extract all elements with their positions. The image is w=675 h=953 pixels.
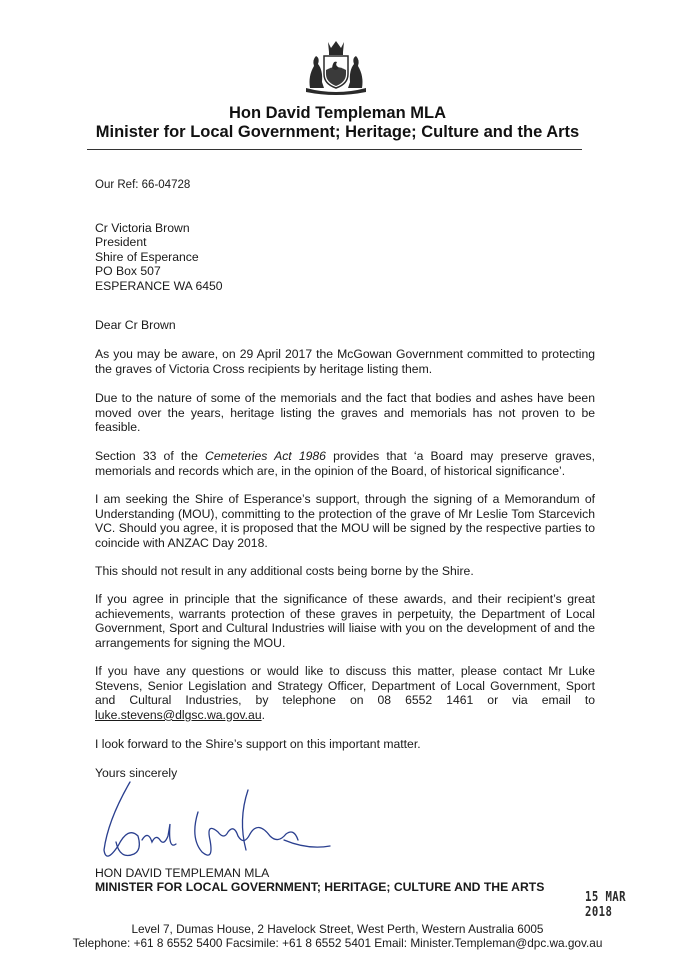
date-stamp: 15 MAR 2018 (585, 890, 626, 920)
header-divider (87, 149, 582, 150)
signatory-name: HON DAVID TEMPLEMAN MLA (95, 866, 270, 880)
signatory-title: MINISTER FOR LOCAL GOVERNMENT; HERITAGE; CULTURE AND THE ARTS (95, 880, 545, 894)
paragraph-4: I am seeking the Shire of Esperance’s support, through the signing of a Memorandum of Understanding (MOU), committing to the protection of the grave of Mr Leslie Tom Starcevich VC. Should you agree, it is proposed that the MOU will be signed by the respective parties to coincide with ANZAC Day 2018. (95, 492, 595, 550)
address-line: President (95, 235, 147, 250)
paragraph-3: Section 33 of the Cemeteries Act 1986 provides that ‘a Board may preserve graves, memorials and records which are, in the opinion of the Board, of historical significance’. (95, 449, 596, 478)
recipient-address (95, 221, 223, 293)
contact-email-link[interactable]: luke.stevens@dlgsc.wa.gov.au (95, 707, 262, 722)
address-line: Cr Victoria Brown (95, 221, 190, 235)
closing: Yours sincerely (95, 766, 178, 780)
coat-of-arms-icon (302, 38, 370, 96)
letterhead-portfolio: Minister for Local Government; Heritage; Culture and the Arts (95, 123, 580, 141)
act-title: Cemeteries Act 1986 (205, 449, 326, 463)
address-line: Shire of Esperance (95, 249, 199, 264)
salutation: Dear Cr Brown (95, 318, 176, 332)
paragraph-2: Due to the nature of some of the memorials and the fact that bodies and ashes have been moved over the years, heritage listing the graves and memorials has not proven to be feasible. (95, 391, 595, 435)
paragraph-7: If you have any questions or would like to discuss this matter, please contact Mr Luke Stevens, Senior Legislation and Strategy Officer, Department of Local Government, Sport and Cultural Industries, by telephone on 08 6552 1461 or via email to luke.stevens@dlgsc.wa.gov.au. (95, 664, 595, 722)
footer-address: Level 7, Dumas House, 2 Havelock Street, West Perth, Western Australia 6005 (131, 922, 544, 936)
address-line: PO Box 507 (95, 264, 161, 279)
signature-icon (98, 780, 338, 872)
paragraph-8: I look forward to the Shire’s support on this important matter. (95, 737, 421, 751)
letterhead-name: Hon David Templeman MLA (229, 104, 446, 122)
footer-contact: Telephone: +61 8 6552 5400 Facsimile: +61 8 6552 5401 Email: Minister.Templeman@dpc.wa.gov.au (72, 936, 603, 950)
paragraph-1: As you may be aware, on 29 April 2017 the McGowan Government committed to protecting the graves of Victoria Cross recipients by heritage listing them. (95, 347, 595, 376)
address-line: ESPERANCE WA 6450 (95, 278, 223, 293)
paragraph-5: This should not result in any additional costs being borne by the Shire. (95, 564, 474, 578)
reference-number: Our Ref: 66-04728 (95, 179, 191, 191)
paragraph-6: If you agree in principle that the significance of these awards, and their recipient’s great achievements, warrants protection of these graves in perpetuity, the Department of Local Government, Sport and Cultural Industries will liaise with you on the development of and the arrangements for signing the MOU. (95, 592, 595, 650)
